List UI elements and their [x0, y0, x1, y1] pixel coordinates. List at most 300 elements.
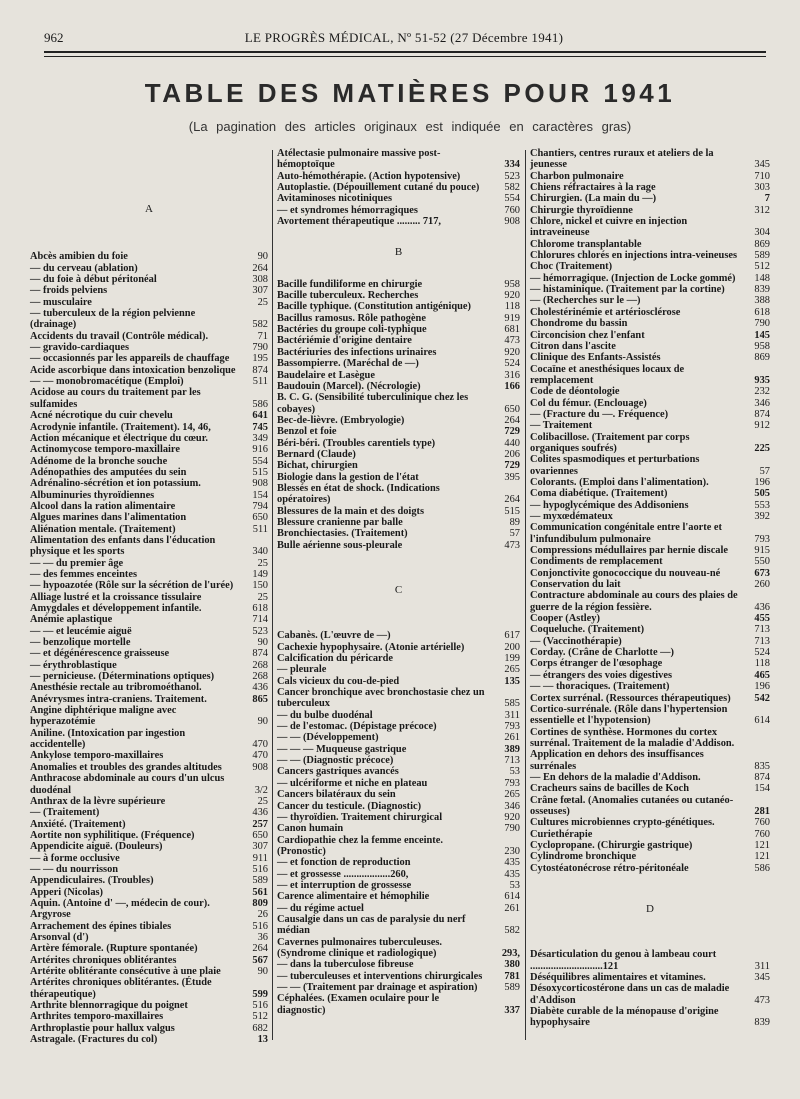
- index-entry: [277, 182, 520, 193]
- entry-page-number: 650: [252, 829, 268, 841]
- entry-subject: — du foie à début péritonéal: [30, 274, 157, 286]
- entry-subject: — ulcériforme et niche en plateau: [277, 777, 428, 789]
- index-entry: [277, 313, 520, 324]
- entry-subject: Alliage lustré et la croissance tissulaire: [30, 591, 202, 603]
- journal-header: LE PROGRÈS MÉDICAL, Nº 51-52 (27 Décembre 1941): [244, 30, 564, 45]
- index-entry: [30, 750, 268, 761]
- section-letter: D: [646, 903, 654, 915]
- index-entry: [30, 932, 268, 943]
- entry-subject: Blessure cranienne par balle: [277, 516, 403, 528]
- entry-page-number: 388: [754, 295, 770, 307]
- index-entry: [277, 483, 520, 506]
- index-entry: [30, 626, 268, 637]
- entry-subject: Bacillus ramosus. Rôle pathogène: [277, 312, 426, 324]
- entry-subject: Cortines de synthèse. Hormones du cortex surrénal. Traitement de la maladie d'Addison. Application en dehors des insuffisances surrénales: [530, 726, 735, 772]
- entry-page-number: 908: [252, 761, 268, 773]
- entry-subject: Causalgie dans un cas de paralysie du nerf médian: [277, 913, 466, 937]
- entry-page-number: 349: [252, 432, 268, 444]
- entry-page-number: 154: [252, 489, 268, 501]
- entry-subject: Chlorome transplantable: [530, 238, 642, 250]
- index-entry: [30, 535, 268, 558]
- index-entry: [277, 914, 520, 937]
- index-entry: [530, 341, 770, 352]
- index-entry: [530, 352, 770, 363]
- entry-page-number: 790: [754, 318, 770, 330]
- entry-page-number: 809: [252, 897, 268, 909]
- entry-page-number: 293,: [501, 947, 520, 959]
- entry-subject: Anthrax de la lèvre supérieure: [30, 795, 166, 807]
- index-entry: [30, 501, 268, 512]
- entry-page-number: 542: [754, 692, 770, 704]
- entry-page-number: 312: [754, 204, 770, 216]
- index-entry: [30, 830, 268, 841]
- index-entry: [277, 171, 520, 182]
- entry-subject: Acide ascorbique dans intoxication benzolique: [30, 364, 236, 376]
- index-entry: [30, 297, 268, 308]
- entry-page-number: 911: [252, 852, 268, 864]
- entry-page-number: 436: [754, 601, 770, 613]
- index-entry: [530, 182, 770, 193]
- entry-page-number: 260: [754, 579, 770, 591]
- entry-subject: Désarticulation du genou à lambeau court ............................121: [530, 949, 717, 972]
- index-entry: [530, 647, 770, 658]
- index-entry: [30, 331, 268, 342]
- index-entry: [30, 603, 268, 614]
- entry-subject: Cultures microbiennes crypto-génétiques.: [530, 817, 715, 829]
- section-letter: B: [394, 246, 403, 259]
- entry-subject: Col du fémur. (Enclouage): [530, 397, 647, 409]
- entry-subject: — histaminique. (Traitement par la cortine): [530, 284, 725, 296]
- entry-subject: Coma diabétique. (Traitement): [530, 488, 668, 500]
- entry-subject: — musculaire: [30, 296, 92, 308]
- entry-subject: Anesthésie rectale au tribromoéthanol.: [30, 682, 202, 694]
- entry-subject: — (Vaccinothérapie): [530, 635, 622, 647]
- page-subtitle: (La pagination des articles originaux est indiquée en caractères gras): [188, 119, 632, 134]
- index-entry: [277, 903, 520, 914]
- index-entry: [30, 637, 268, 648]
- entry-page-number: 435: [504, 868, 520, 880]
- entry-page-number: 473: [504, 539, 520, 551]
- index-entry: [530, 949, 770, 972]
- index-entry: [530, 972, 770, 983]
- entry-page-number: 919: [504, 312, 520, 324]
- entry-page-number: 206: [504, 448, 520, 460]
- index-entry: [530, 636, 770, 647]
- entry-page-number: 265: [504, 664, 520, 676]
- entry-page-number: 389: [504, 743, 520, 755]
- index-entry: [30, 705, 268, 728]
- entry-subject: — — (Diagnostic précoce): [277, 755, 394, 767]
- index-entry: [277, 438, 520, 449]
- index-entry: [530, 817, 770, 828]
- entry-page-number: 261: [504, 902, 520, 914]
- index-entry: [30, 796, 268, 807]
- entry-page-number: 511: [252, 523, 268, 535]
- entry-page-number: 311: [504, 709, 520, 721]
- entry-subject: — hypoglycémique des Addisoniens: [530, 499, 689, 511]
- column-divider: [272, 150, 273, 1040]
- entry-page-number: 470: [252, 750, 268, 762]
- entry-subject: — — (Développement): [277, 732, 379, 744]
- index-entry: [30, 671, 268, 682]
- header-rule-thin: [44, 56, 766, 57]
- entry-subject: Bassompierre. (Maréchal de —): [277, 358, 419, 370]
- entry-page-number: 150: [252, 580, 268, 592]
- entry-subject: Adrénalino-sécrétion et ion potassium.: [30, 478, 201, 490]
- index-entry: [277, 812, 520, 823]
- entry-page-number: 516: [252, 863, 268, 875]
- entry-subject: Aniline. (Intoxication par ingestion accidentelle): [30, 727, 186, 751]
- entry-subject: Crâne fœtal. (Anomalies cutanées ou cutanéo-osseuses): [530, 794, 734, 817]
- entry-subject: Appendiculaires. (Troubles): [30, 875, 154, 887]
- entry-page-number: 920: [504, 290, 520, 302]
- entry-page-number: 303: [754, 182, 770, 194]
- index-entry: [30, 1000, 268, 1011]
- entry-page-number: 920: [504, 346, 520, 358]
- entry-subject: Aortite non syphilitique. (Fréquence): [30, 829, 195, 841]
- running-header: [44, 30, 764, 48]
- index-entry: [277, 347, 520, 358]
- entry-page-number: 90: [257, 637, 268, 649]
- entry-subject: Cancer bronchique avec bronchostasie chez un tuberculeux: [277, 687, 485, 710]
- entry-subject: — (Fracture du —. Fréquence): [530, 408, 669, 420]
- index-entry: [530, 556, 770, 567]
- index-entry: [30, 1011, 268, 1022]
- entry-page-number: 90: [257, 966, 268, 977]
- index-entry: [30, 467, 268, 478]
- entry-page-number: 57: [759, 465, 770, 477]
- entry-page-number: 586: [754, 862, 770, 874]
- entry-subject: Baudouin (Marcel). (Nécrologie): [277, 380, 421, 392]
- index-entry: [530, 250, 770, 261]
- entry-page-number: 334: [504, 159, 520, 171]
- index-entry: [30, 875, 268, 886]
- entry-subject: — — du nourrisson: [30, 863, 119, 875]
- entry-subject: Cachexie hypophysaire. (Atonie artérielle): [277, 641, 465, 653]
- entry-page-number: 53: [509, 766, 520, 778]
- entry-page-number: 682: [252, 1022, 268, 1034]
- entry-page-number: 524: [754, 647, 770, 659]
- entry-page-number: 681: [504, 324, 520, 336]
- entry-page-number: 311: [754, 960, 770, 972]
- entry-subject: — (Traitement): [30, 807, 100, 819]
- index-entry: [530, 409, 770, 420]
- entry-page-number: 582: [504, 182, 520, 194]
- entry-page-number: 230: [504, 845, 520, 857]
- index-entry: [530, 273, 770, 284]
- index-entry: [277, 937, 520, 960]
- index-entry: [277, 971, 520, 982]
- entry-page-number: 465: [754, 669, 770, 681]
- entry-page-number: 512: [754, 261, 770, 273]
- entry-subject: Canon humain: [277, 823, 344, 835]
- index-entry: [530, 171, 770, 182]
- entry-subject: Chantiers, centres ruraux et ateliers de la jeunesse: [530, 148, 714, 171]
- entry-subject: Chiens réfractaires à la rage: [530, 182, 656, 194]
- entry-subject: Conservation du lait: [530, 579, 621, 591]
- index-entry: [30, 569, 268, 580]
- entry-page-number: 380: [504, 959, 520, 971]
- entry-subject: Adénopathies des amputées du sein: [30, 466, 187, 478]
- index-entry: [530, 851, 770, 862]
- entry-page-number: 473: [754, 994, 770, 1006]
- entry-subject: — pernicieuse. (Déterminations optiques): [30, 671, 215, 683]
- entry-subject: Artérite oblitérante consécutive à une plaie: [30, 966, 221, 977]
- index-entry: [530, 307, 770, 318]
- entry-subject: Cancer du testicule. (Diagnostic): [277, 800, 422, 812]
- entry-subject: — hypoazotée (Rôle sur la sécrétion de l'urée): [30, 580, 234, 592]
- entry-page-number: 554: [252, 455, 268, 467]
- entry-subject: Anévrysmes intra-craniens. Traitement.: [30, 693, 207, 705]
- entry-subject: Bacille typhique. (Constitution antigénique): [277, 301, 471, 313]
- entry-subject: Chirurgien. (La main du —): [530, 193, 657, 205]
- entry-subject: — — du premier âge: [30, 557, 124, 569]
- index-column-3: [530, 148, 770, 1029]
- entry-page-number: 281: [754, 805, 770, 817]
- entry-subject: — froids pelviens: [30, 285, 108, 297]
- index-entry: [30, 921, 268, 932]
- entry-subject: Contracture abdominale au cours des plaies de guerre de la région fessière.: [530, 590, 738, 613]
- index-entry: [30, 387, 268, 410]
- index-entry: [30, 887, 268, 898]
- index-entry: [277, 506, 520, 517]
- entry-page-number: 7: [764, 193, 770, 205]
- index-entry: [30, 853, 268, 864]
- index-entry: [530, 318, 770, 329]
- index-entry: [530, 386, 770, 397]
- entry-subject: — — monobromacétique (Emploi): [30, 376, 184, 388]
- entry-page-number: 264: [504, 414, 520, 426]
- index-entry: [530, 624, 770, 635]
- entry-subject: Arthroplastie pour hallux valgus: [30, 1022, 175, 1034]
- index-entry: [30, 274, 268, 285]
- entry-page-number: 916: [252, 444, 268, 456]
- index-entry: [30, 898, 268, 909]
- index-column-2: [277, 148, 520, 1016]
- entry-subject: Albuminuries thyroïdiennes: [30, 489, 155, 501]
- index-entry: [30, 955, 268, 966]
- index-entry: [530, 193, 770, 204]
- entry-subject: Auto-hémothérapie. (Action hypotensive): [277, 170, 461, 182]
- entry-page-number: 673: [754, 567, 770, 579]
- index-entry: [530, 511, 770, 522]
- index-entry: [30, 909, 268, 920]
- entry-subject: Actinomycose temporo-maxillaire: [30, 444, 180, 456]
- entry-subject: Artérites chroniques oblitérantes. (Étude thérapeutique): [30, 977, 212, 1000]
- entry-page-number: 154: [754, 783, 770, 795]
- index-entry: [277, 335, 520, 346]
- entry-page-number: 90: [257, 716, 268, 728]
- index-entry: [277, 381, 520, 392]
- index-entry: [30, 682, 268, 693]
- entry-subject: — hémorragique. (Injection de Locke gommé): [530, 272, 736, 284]
- entry-page-number: 470: [252, 739, 268, 751]
- entry-subject: Abcès amibien du foie: [30, 251, 128, 263]
- index-entry: [30, 490, 268, 501]
- index-entry: [530, 330, 770, 341]
- entry-page-number: 908: [504, 216, 520, 228]
- index-entry: [277, 460, 520, 471]
- index-entry: [277, 823, 520, 834]
- entry-subject: Benzol et foie: [277, 426, 337, 438]
- entry-subject: Bichat, chirurgien: [277, 460, 358, 472]
- entry-page-number: 760: [504, 204, 520, 216]
- index-entry: [30, 524, 268, 535]
- index-entry: [277, 710, 520, 721]
- entry-page-number: 135: [504, 675, 520, 687]
- entry-page-number: 345: [754, 159, 770, 171]
- entry-page-number: 650: [252, 512, 268, 524]
- entry-page-number: 308: [252, 274, 268, 286]
- index-entry: [277, 869, 520, 880]
- entry-page-number: 118: [754, 658, 770, 670]
- index-entry: [30, 660, 268, 671]
- entry-subject: Conjonctivite gonococcique du nouveau-né: [530, 567, 721, 579]
- entry-page-number: 713: [754, 624, 770, 636]
- index-entry: [30, 263, 268, 274]
- header-rule: [44, 51, 766, 53]
- index-entry: [530, 670, 770, 681]
- entry-page-number: 729: [504, 460, 520, 472]
- entry-page-number: 268: [252, 659, 268, 671]
- entry-page-number: 511: [252, 376, 268, 388]
- index-entry: [277, 789, 520, 800]
- index-entry: [30, 308, 268, 331]
- index-entry: [30, 694, 268, 705]
- entry-subject: Code de déontologie: [530, 386, 620, 398]
- index-entry: [30, 773, 268, 796]
- entry-page-number: 599: [252, 988, 268, 1000]
- entry-page-number: 36: [257, 931, 268, 943]
- entry-page-number: 515: [504, 505, 520, 517]
- entry-page-number: 25: [257, 296, 268, 308]
- entry-page-number: 392: [754, 511, 770, 522]
- entry-page-number: 473: [504, 335, 520, 347]
- entry-page-number: 264: [252, 943, 268, 955]
- entry-subject: Anomalies et troubles des grandes altitudes: [30, 761, 222, 773]
- entry-page-number: 710: [754, 170, 770, 182]
- entry-subject: Acrodynie infantile. (Traitement). 14, 46,: [30, 421, 211, 433]
- index-entry: [277, 148, 520, 171]
- entry-page-number: 589: [504, 982, 520, 993]
- entry-subject: Amygdales et développement infantile.: [30, 603, 202, 614]
- entry-subject: — — thoraciques. (Traitement): [530, 681, 670, 693]
- index-entry: [530, 579, 770, 590]
- index-entry: [30, 478, 268, 489]
- index-entry: [30, 285, 268, 296]
- index-entry: [530, 398, 770, 409]
- entry-subject: — du cerveau (ablation): [30, 262, 138, 274]
- entry-page-number: 589: [252, 875, 268, 887]
- entry-subject: Corday. (Crâne de Charlotte —): [530, 647, 675, 659]
- entry-page-number: 874: [754, 408, 770, 420]
- entry-subject: Colibacillose. (Traitement par corps organiques soufrés): [530, 431, 690, 454]
- index-entry: [530, 522, 770, 545]
- entry-subject: Arsonval (d'): [30, 931, 89, 943]
- entry-page-number: 90: [257, 251, 268, 263]
- entry-subject: Cavernes pulmonaires tuberculeuses. (Syndrome clinique et radiologique): [277, 936, 443, 959]
- index-entry: [277, 630, 520, 641]
- entry-page-number: 265: [504, 789, 520, 801]
- entry-subject: Cylindrome bronchique: [530, 851, 637, 863]
- index-entry: [277, 290, 520, 301]
- index-entry: [30, 433, 268, 444]
- section-letter: C: [394, 584, 403, 596]
- index-entry: [277, 653, 520, 664]
- entry-subject: Alcool dans la ration alimentaire: [30, 500, 176, 512]
- index-entry: [530, 693, 770, 704]
- index-entry: [530, 704, 770, 727]
- entry-subject: Cholestérinémie et artériosclérose: [530, 306, 681, 318]
- entry-page-number: 713: [754, 635, 770, 647]
- index-entry: [30, 864, 268, 875]
- index-entry: [277, 687, 520, 710]
- entry-page-number: 199: [504, 653, 520, 665]
- entry-subject: Bactériuries des infections urinaires: [277, 346, 437, 358]
- entry-page-number: 874: [252, 364, 268, 376]
- entry-page-number: 618: [754, 306, 770, 318]
- index-entry: [30, 648, 268, 659]
- entry-subject: Cancers gastriques avancés: [277, 766, 399, 778]
- entry-subject: Alimentation des enfants dans l'éducation physique et les sports: [30, 534, 216, 558]
- entry-subject: — et dégénérescence graisseuse: [30, 648, 170, 660]
- entry-page-number: 908: [252, 478, 268, 490]
- entry-page-number: 589: [754, 250, 770, 262]
- entry-page-number: 516: [252, 920, 268, 932]
- entry-page-number: 794: [252, 500, 268, 512]
- entry-subject: Artère fémorale. (Rupture spontanée): [30, 943, 198, 955]
- entry-page-number: 618: [252, 603, 268, 614]
- entry-subject: — et fonction de reproduction: [277, 857, 411, 869]
- index-entry: [277, 426, 520, 437]
- index-entry: [277, 959, 520, 970]
- index-entry: [30, 410, 268, 421]
- entry-subject: Chlore, nickel et cuivre en injection intraveineuse: [530, 216, 688, 239]
- entry-page-number: 793: [504, 721, 520, 733]
- entry-subject: Argyrose: [30, 909, 71, 921]
- entry-page-number: 436: [252, 682, 268, 694]
- index-entry: [30, 342, 268, 353]
- entry-page-number: 304: [754, 227, 770, 239]
- index-entry: [530, 477, 770, 488]
- index-entry: [277, 642, 520, 653]
- index-entry: [30, 376, 268, 387]
- entry-page-number: 869: [754, 238, 770, 250]
- entry-subject: Bronchiectasies. (Traitement): [277, 528, 408, 540]
- entry-subject: — tuberculeux de la région pelvienne (drainage): [30, 308, 196, 331]
- index-entry: [530, 727, 770, 772]
- index-entry: [530, 568, 770, 579]
- entry-page-number: 793: [504, 777, 520, 789]
- entry-page-number: 337: [504, 1004, 520, 1016]
- entry-subject: — — (Traitement par drainage et aspiration): [277, 982, 478, 993]
- entry-subject: Anxiété. (Traitement): [30, 818, 126, 830]
- entry-page-number: 261: [504, 732, 520, 744]
- entry-subject: — — — Muqueuse gastrique: [277, 743, 407, 755]
- entry-page-number: 307: [252, 841, 268, 853]
- entry-subject: — Traitement: [530, 420, 593, 432]
- entry-subject: Clinique des Enfants-Assistés: [530, 352, 661, 364]
- entry-subject: Bactéries du groupe coli-typhique: [277, 324, 427, 336]
- entry-subject: Condiments de remplacement: [530, 556, 663, 568]
- entry-subject: Adénome de la bronche souche: [30, 455, 168, 467]
- entry-subject: — de l'estomac. (Dépistage précoce): [277, 721, 437, 733]
- entry-page-number: 793: [754, 533, 770, 545]
- index-entry: [530, 829, 770, 840]
- entry-page-number: 264: [252, 262, 268, 274]
- index-entry: [30, 365, 268, 376]
- index-entry: [277, 540, 520, 551]
